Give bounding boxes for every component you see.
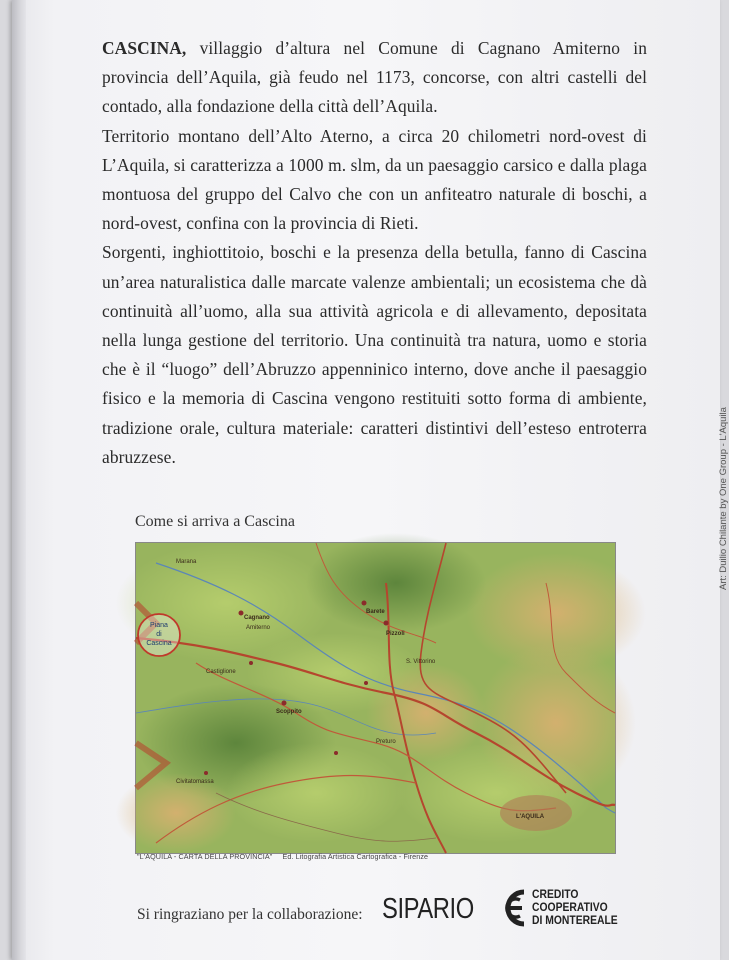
brochure-page: [12, 0, 729, 960]
route-map: [135, 542, 616, 854]
label-barete: Barete: [366, 609, 385, 615]
label-amiterno: Amiterno: [246, 625, 271, 631]
paragraph-2: Territorio montano dell’Alto Aterno, a circa 20 chilometri nord-ovest di L’Aquila, si caratterizza a 1000 m. slm, da un paesaggio carsico e dalla plaga montuosa del gruppo del Calvo che con un anfiteatro naturale di boschi, a nord-ovest, confina con la provincia di Rieti.: [102, 125, 647, 234]
marker-label-2: di: [156, 631, 162, 638]
label-sanvittorino: S. Vittorino: [406, 659, 436, 665]
map-caption: Come si arriva a Cascina: [135, 513, 295, 530]
bcc-logo-text: [532, 889, 618, 928]
label-pizzoli: Pizzoli: [386, 631, 405, 637]
marker-label-1: Piana: [150, 622, 168, 629]
thanks-text: Si ringraziano per la collaborazione:: [137, 906, 363, 923]
label-castiglione: Castiglione: [206, 669, 236, 675]
paragraph-1: [102, 34, 647, 122]
label-scoppito: Scoppito: [276, 709, 302, 715]
laquila-urban-area: [500, 795, 572, 831]
bcc-line-3: DI MONTEREALE: [532, 915, 618, 927]
label-marana: Marana: [176, 559, 197, 565]
paragraph-1-rest: villaggio d’altura nel Comune di Cagnano Amiterno in provincia dell’Aquila, già feudo nel 1173, concorse, con altri castelli del contado, alla fondazione della città dell’Aquila.: [102, 38, 647, 117]
marker-label-3: Cascina: [146, 640, 172, 647]
label-civitatomassa: Civitatomassa: [176, 779, 214, 785]
label-laquila: L'AQUILA: [516, 814, 545, 820]
bcc-line-1: CREDITO: [532, 889, 579, 901]
lead-word: CASCINA,: [102, 38, 187, 58]
bcc-logo: [496, 886, 616, 936]
map-credit-publisher: Ed. Litografia Artistica Cartografica - Firenze: [282, 852, 429, 861]
paragraph-3: Sorgenti, inghiottitoio, boschi e la presenza della betulla, fanno di Cascina un’area naturalistica dalle marcate valenze ambientali; un ecosistema che dà continuità all’uomo, alla sua attività agricola e di allevamento, depositata nella lunga gestione del territorio. Una continuità tra natura, uomo e storia che è il “luogo” dell’Abruzzo appenninico interno, dove anche il paesaggio fisico e la memoria di Cascina vengono restituiti sotto forma di ambiente, tradizione orale, cultura materiale: caratteri distintivi dell’esteso entroterra abruzzese.: [102, 242, 647, 467]
label-cagnano: Cagnano: [244, 615, 270, 621]
intro-text: [102, 34, 647, 472]
map-credit: [137, 852, 438, 861]
map-credit-title: "L'AQUILA - CARTA DELLA PROVINCIA": [137, 852, 273, 861]
map-graphic: [136, 543, 615, 853]
side-credit: Art: Duilio Chilante by One Group - L'Aquila: [718, 407, 729, 590]
label-preturo: Preturo: [376, 739, 396, 745]
bcc-logo-icon: [496, 886, 532, 930]
sipario-logo: SIPARIO: [382, 893, 474, 925]
page-edge: [12, 0, 26, 960]
bcc-line-2: COOPERATIVO: [532, 902, 608, 914]
